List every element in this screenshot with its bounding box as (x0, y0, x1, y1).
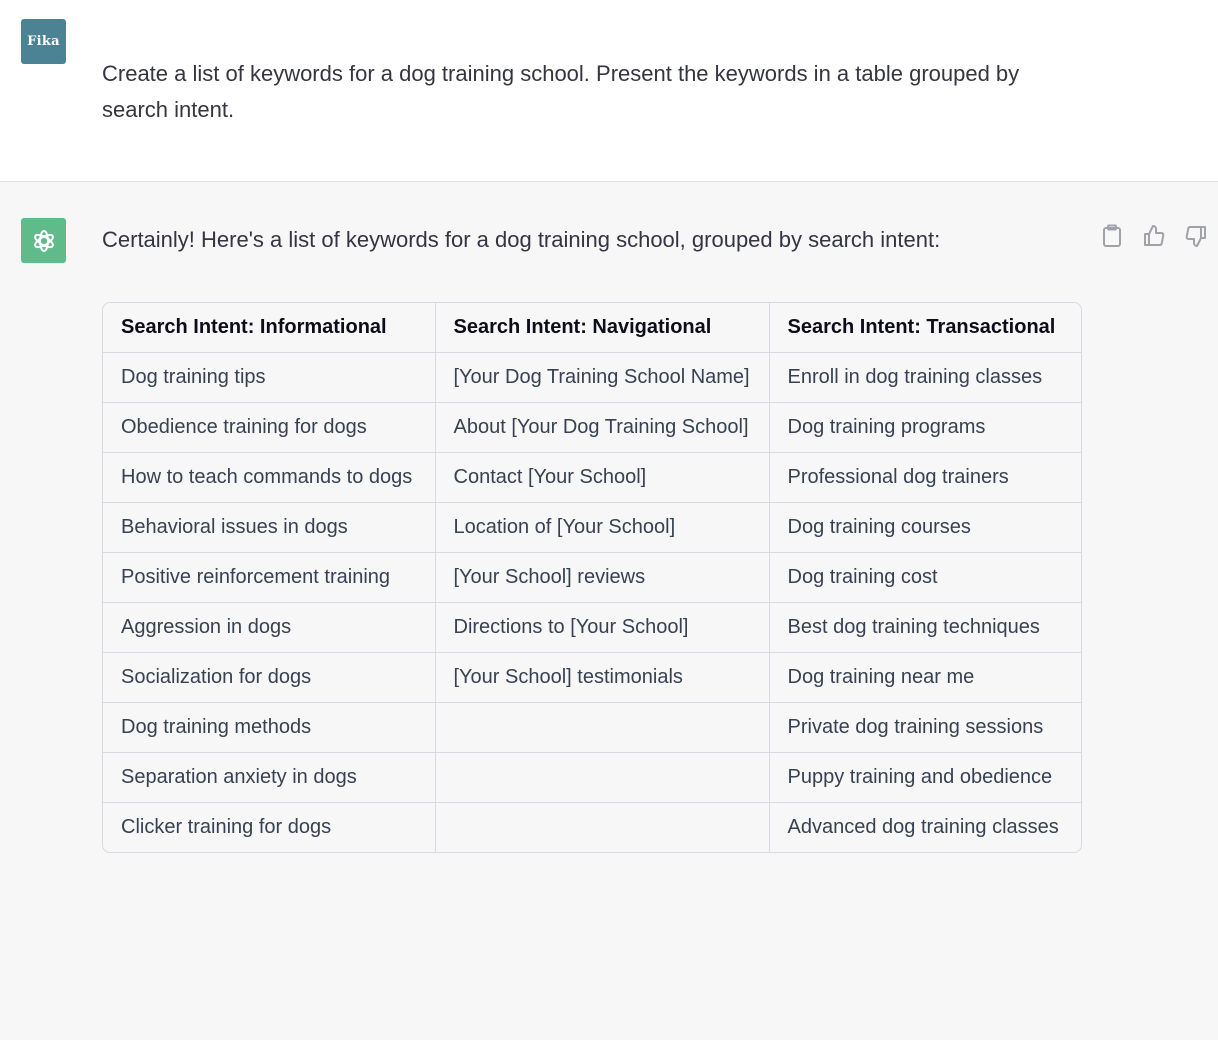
table-header-row (103, 303, 1081, 353)
table-row (103, 353, 1081, 403)
user-avatar (21, 19, 66, 64)
thumbs-down-icon[interactable] (1183, 222, 1208, 249)
table-row (103, 553, 1081, 603)
table-cell: Best dog training techniques (769, 603, 1081, 653)
table-cell: Aggression in dogs (103, 603, 435, 653)
table-cell: Contact [Your School] (435, 453, 769, 503)
assistant-message (0, 182, 1218, 1040)
assistant-intro-text: Certainly! Here's a list of keywords for a dog training school, grouped by search intent: (102, 227, 941, 252)
table-cell: Dog training programs (769, 403, 1081, 453)
table-cell: Puppy training and obedience (769, 753, 1081, 803)
table-row (103, 603, 1081, 653)
table-cell: [Your School] reviews (435, 553, 769, 603)
table-cell: [Your School] testimonials (435, 653, 769, 703)
table-row (103, 753, 1081, 803)
table-cell: Enroll in dog training classes (769, 353, 1081, 403)
table-cell (435, 803, 769, 853)
table-cell (435, 753, 769, 803)
table-row (103, 653, 1081, 703)
header-informational: Search Intent: Informational (103, 303, 435, 353)
table-row (103, 703, 1081, 753)
avatar-label: Fika (27, 34, 60, 49)
header-navigational: Search Intent: Navigational (435, 303, 769, 353)
thumbs-up-icon[interactable] (1141, 222, 1166, 249)
table-cell: Dog training cost (769, 553, 1081, 603)
openai-logo-icon (21, 218, 66, 263)
table-row (103, 453, 1081, 503)
table-cell: Socialization for dogs (103, 653, 435, 703)
table-row (103, 503, 1081, 553)
table-cell: Positive reinforcement training (103, 553, 435, 603)
header-transactional: Search Intent: Transactional (769, 303, 1081, 353)
table-cell: Private dog training sessions (769, 703, 1081, 753)
table-cell: Dog training near me (769, 653, 1081, 703)
user-message (0, 0, 1218, 182)
table-cell: Location of [Your School] (435, 503, 769, 553)
table-cell: About [Your Dog Training School] (435, 403, 769, 453)
table-cell: Advanced dog training classes (787, 816, 1059, 838)
user-prompt-text: Create a list of keywords for a dog training school. Present the keywords in a table grouped by search intent. (102, 61, 1020, 122)
table-cell: Dog training tips (103, 353, 435, 403)
keyword-table (102, 302, 1082, 853)
table-cell: Separation anxiety in dogs (103, 753, 435, 803)
table-cell: Clicker training for dogs (103, 803, 435, 853)
table-cell: Dog training courses (769, 503, 1081, 553)
table-cell: Behavioral issues in dogs (103, 503, 435, 553)
table-cell: How to teach commands to dogs (103, 453, 435, 503)
copy-icon[interactable] (1099, 222, 1124, 249)
table-cell (435, 703, 769, 753)
table-cell: Professional dog trainers (769, 453, 1081, 503)
table-cell: Obedience training for dogs (103, 403, 435, 453)
table-cell: [Your Dog Training School Name] (435, 353, 769, 403)
message-actions (1099, 222, 1208, 249)
table-cell: Dog training methods (103, 703, 435, 753)
table-cell: Directions to [Your School] (435, 603, 769, 653)
table-row (103, 403, 1081, 453)
table-row (103, 803, 1081, 853)
